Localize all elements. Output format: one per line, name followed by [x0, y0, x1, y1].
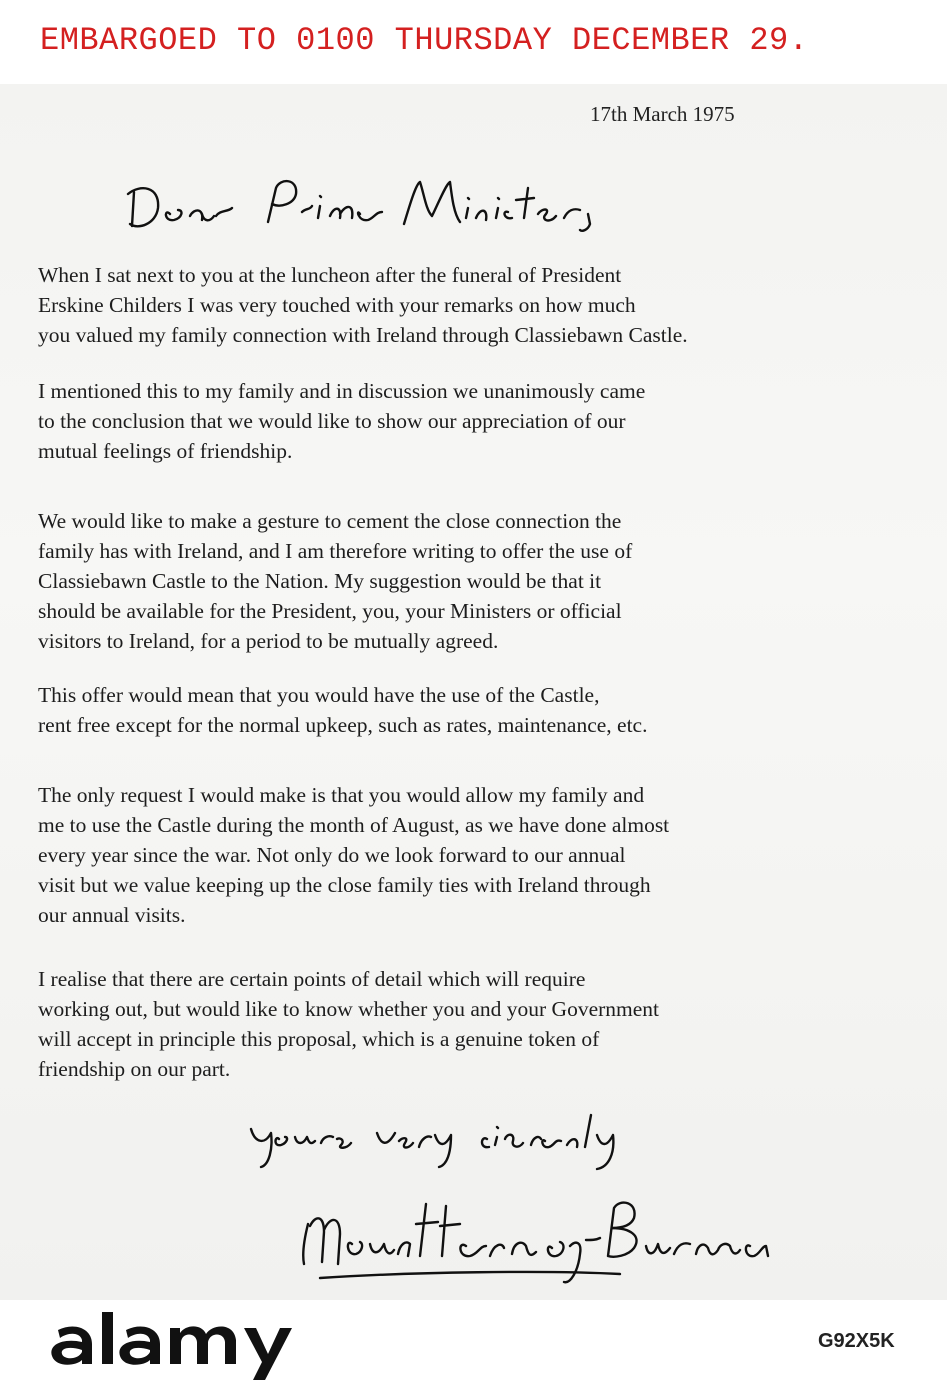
watermark-footer	[0, 1300, 947, 1390]
letter-page	[0, 84, 947, 1300]
embargo-notice: EMBARGOED TO 0100 THURSDAY DECEMBER 29.	[40, 22, 809, 59]
handwritten-salutation	[120, 164, 600, 244]
letter-paragraph: I realise that there are certain points of detail which will require working out, but would like to know whether you and your Government will accept in principle this proposal, which is a genuine token of friendship on our part.	[38, 967, 660, 1081]
letter-paragraph: This offer would mean that you would have the use of the Castle, rent free except for the normal upkeep, such as rates, maintenance, etc.	[38, 683, 648, 737]
letter-paragraph: The only request I would make is that you would allow my family and me to use the Castle during the month of August, as we have done almost every year since the war. Not only do we look forward to our annual visit but we value keeping up the close family ties with Ireland through our annual visits.	[38, 783, 670, 927]
letter-paragraph: I mentioned this to my family and in discussion we unanimously came to the conclusion that we would like to show our appreciation of our mutual feelings of friendship.	[38, 379, 646, 463]
letter-paragraph: We would like to make a gesture to cement the close connection the family has with Ireland, and I am therefore writing to offer the use of Classiebawn Castle to the Nation. My suggestion would be that it should be available for the President, you, your Ministers or official visitors to Ireland, for a period to be mutually agreed.	[38, 509, 633, 653]
handwritten-signature	[290, 1184, 810, 1294]
letter-paragraph: When I sat next to you at the luncheon after the funeral of President Erskine Childers I was very touched with your remarks on how much you valued my family connection with Ireland through Classiebawn Castle.	[38, 263, 688, 347]
alamy-logo	[40, 1310, 325, 1380]
embargo-banner	[0, 0, 947, 84]
letter-date: 17th March 1975	[590, 102, 735, 126]
stock-image-id: G92X5K	[818, 1330, 895, 1352]
handwritten-closing	[245, 1109, 665, 1179]
